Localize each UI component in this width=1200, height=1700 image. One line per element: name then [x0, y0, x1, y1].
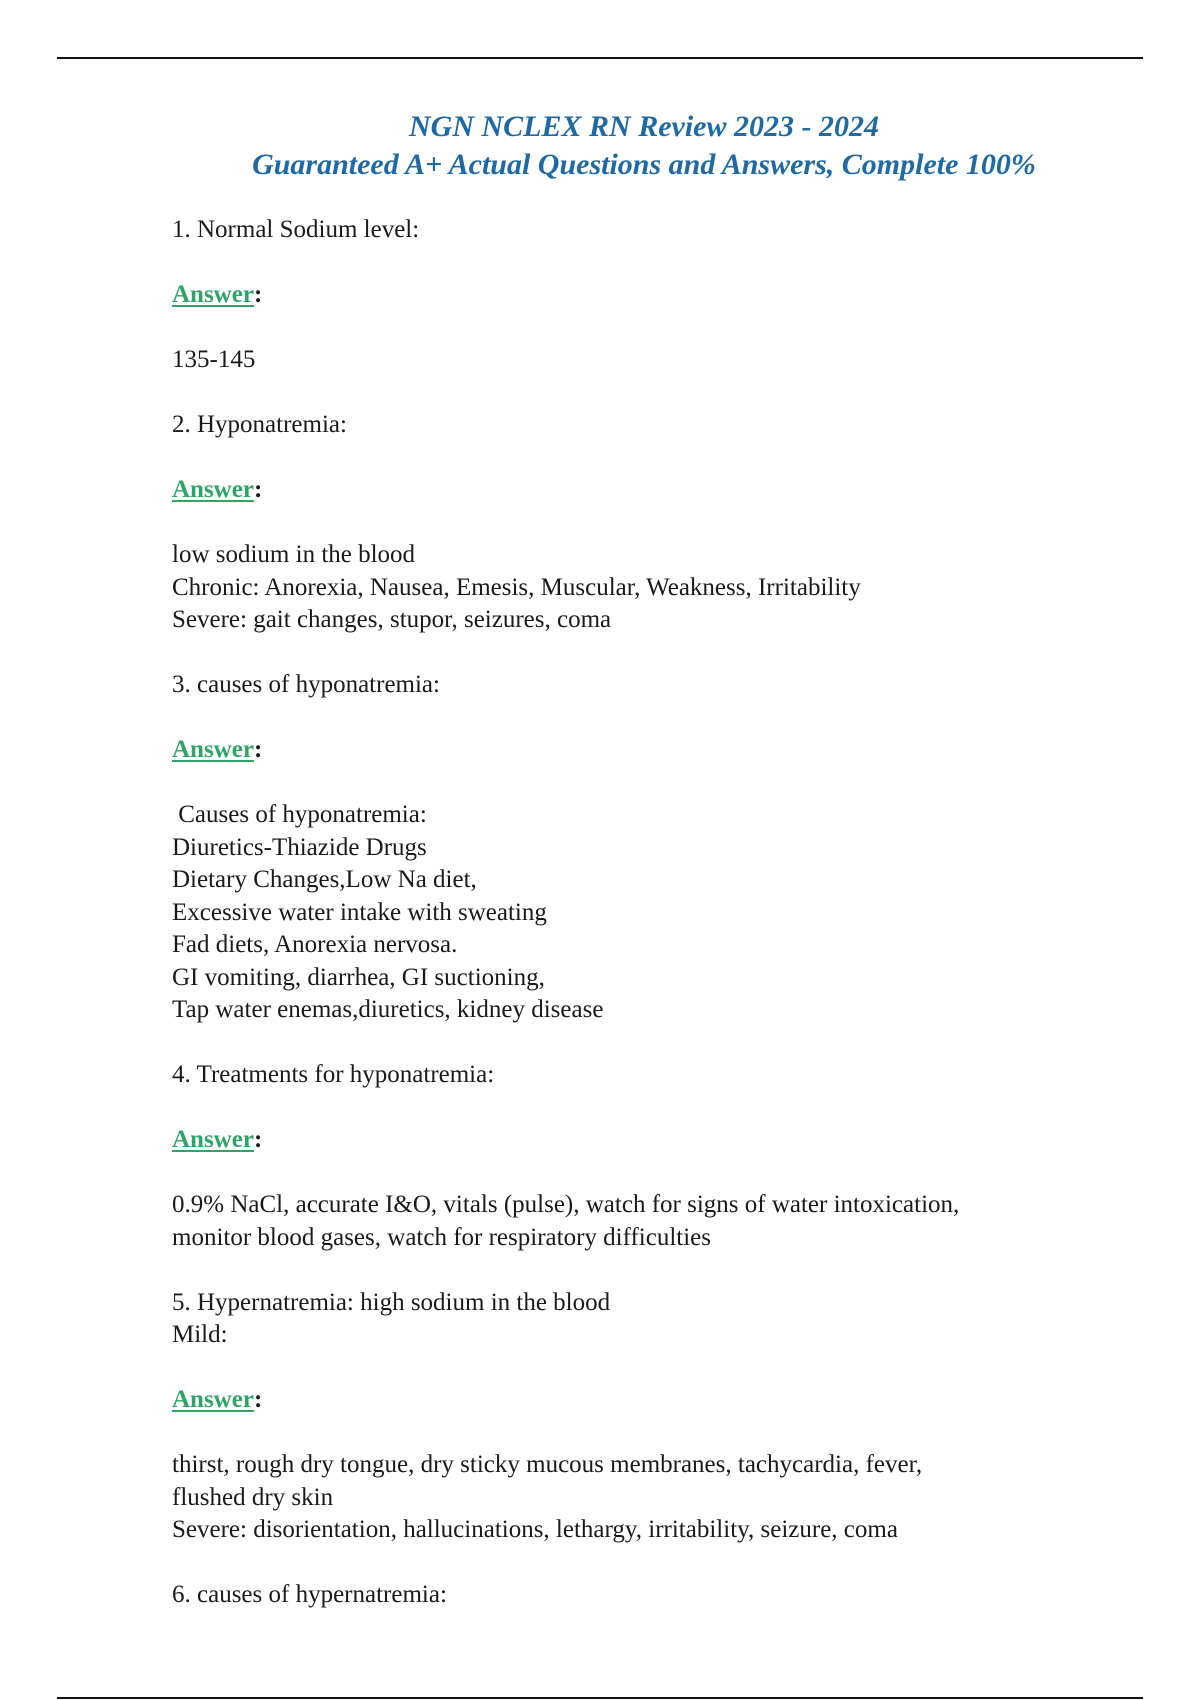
bottom-rule [57, 1697, 1143, 1699]
question-5 [172, 1287, 1072, 1352]
answer-text: monitor blood gases, watch for respiratory difficulties [172, 1223, 711, 1251]
answer-label-colon: : [253, 1386, 263, 1413]
answer-label-word: Answer [172, 736, 254, 763]
document-title-line-1: NGN NCLEX RN Review 2023 - 2024 [409, 110, 879, 143]
question-text: 1. Normal Sodium level: [172, 216, 420, 243]
answer-text: low sodium in the blood [172, 541, 416, 568]
question-text: 2. Hyponatremia: [172, 411, 347, 438]
answer-text: GI vomiting, diarrhea, GI suctioning, [172, 963, 545, 991]
answer-text: Diuretics-Thiazide Drugs [172, 833, 427, 861]
question-text: Mild: [172, 1321, 228, 1348]
answer-text: Tap water enemas,diuretics, kidney disease [172, 996, 604, 1023]
answer-3 [172, 799, 1072, 1027]
question-4 [172, 1059, 1072, 1092]
answer-label-2 [172, 474, 1072, 507]
answer-label-word: Answer [172, 476, 254, 503]
answer-label-colon: : [253, 476, 263, 503]
answer-4 [172, 1189, 1072, 1254]
answer-text: Fad diets, Anorexia nervosa. [172, 931, 458, 958]
answer-label-1 [172, 279, 1072, 312]
answer-1 [172, 344, 1072, 377]
answer-text: Excessive water intake with sweating [172, 898, 547, 926]
answer-label-3 [172, 734, 1072, 767]
answer-text: Chronic: Anorexia, Nausea, Emesis, Muscular, Weakness, Irritability [172, 573, 861, 601]
question-text: 3. causes of hyponatremia: [172, 671, 440, 698]
answer-text: flushed dry skin [172, 1483, 334, 1511]
answer-label-colon: : [253, 281, 263, 308]
document-title-line-2: Guaranteed A+ Actual Questions and Answers, Complete 100% [252, 148, 1036, 181]
answer-text: Severe: disorientation, hallucinations, lethargy, irritability, seizure, coma [172, 1516, 898, 1543]
answer-text: Dietary Changes,Low Na diet, [172, 866, 477, 893]
answer-text: 135-145 [172, 346, 256, 373]
answer-5 [172, 1449, 1072, 1547]
question-text: 6. causes of hypernatremia: [172, 1581, 447, 1608]
answer-label-colon: : [253, 736, 263, 763]
answer-text: 0.9% NaCl, accurate I&O, vitals (pulse), watch for signs of water intoxication, [172, 1191, 960, 1218]
question-6 [172, 1579, 1072, 1612]
answer-label-word: Answer [172, 281, 254, 308]
question-text: 4. Treatments for hyponatremia: [172, 1061, 495, 1088]
answer-label-colon: : [253, 1126, 263, 1153]
qa-content [172, 214, 1072, 1644]
question-2 [172, 409, 1072, 442]
question-1 [172, 214, 1072, 247]
answer-text: thirst, rough dry tongue, dry sticky mucous membranes, tachycardia, fever, [172, 1451, 923, 1478]
answer-text: Severe: gait changes, stupor, seizures, coma [172, 606, 612, 633]
question-text: 5. Hypernatremia: high sodium in the blood [172, 1288, 611, 1316]
answer-label-4 [172, 1124, 1072, 1157]
answer-label-word: Answer [172, 1126, 254, 1153]
question-3 [172, 669, 1072, 702]
top-rule [57, 57, 1143, 59]
answer-label-word: Answer [172, 1386, 254, 1413]
answer-text: Causes of hyponatremia: [172, 801, 427, 828]
answer-label-5 [172, 1384, 1072, 1417]
answer-2 [172, 539, 1072, 637]
